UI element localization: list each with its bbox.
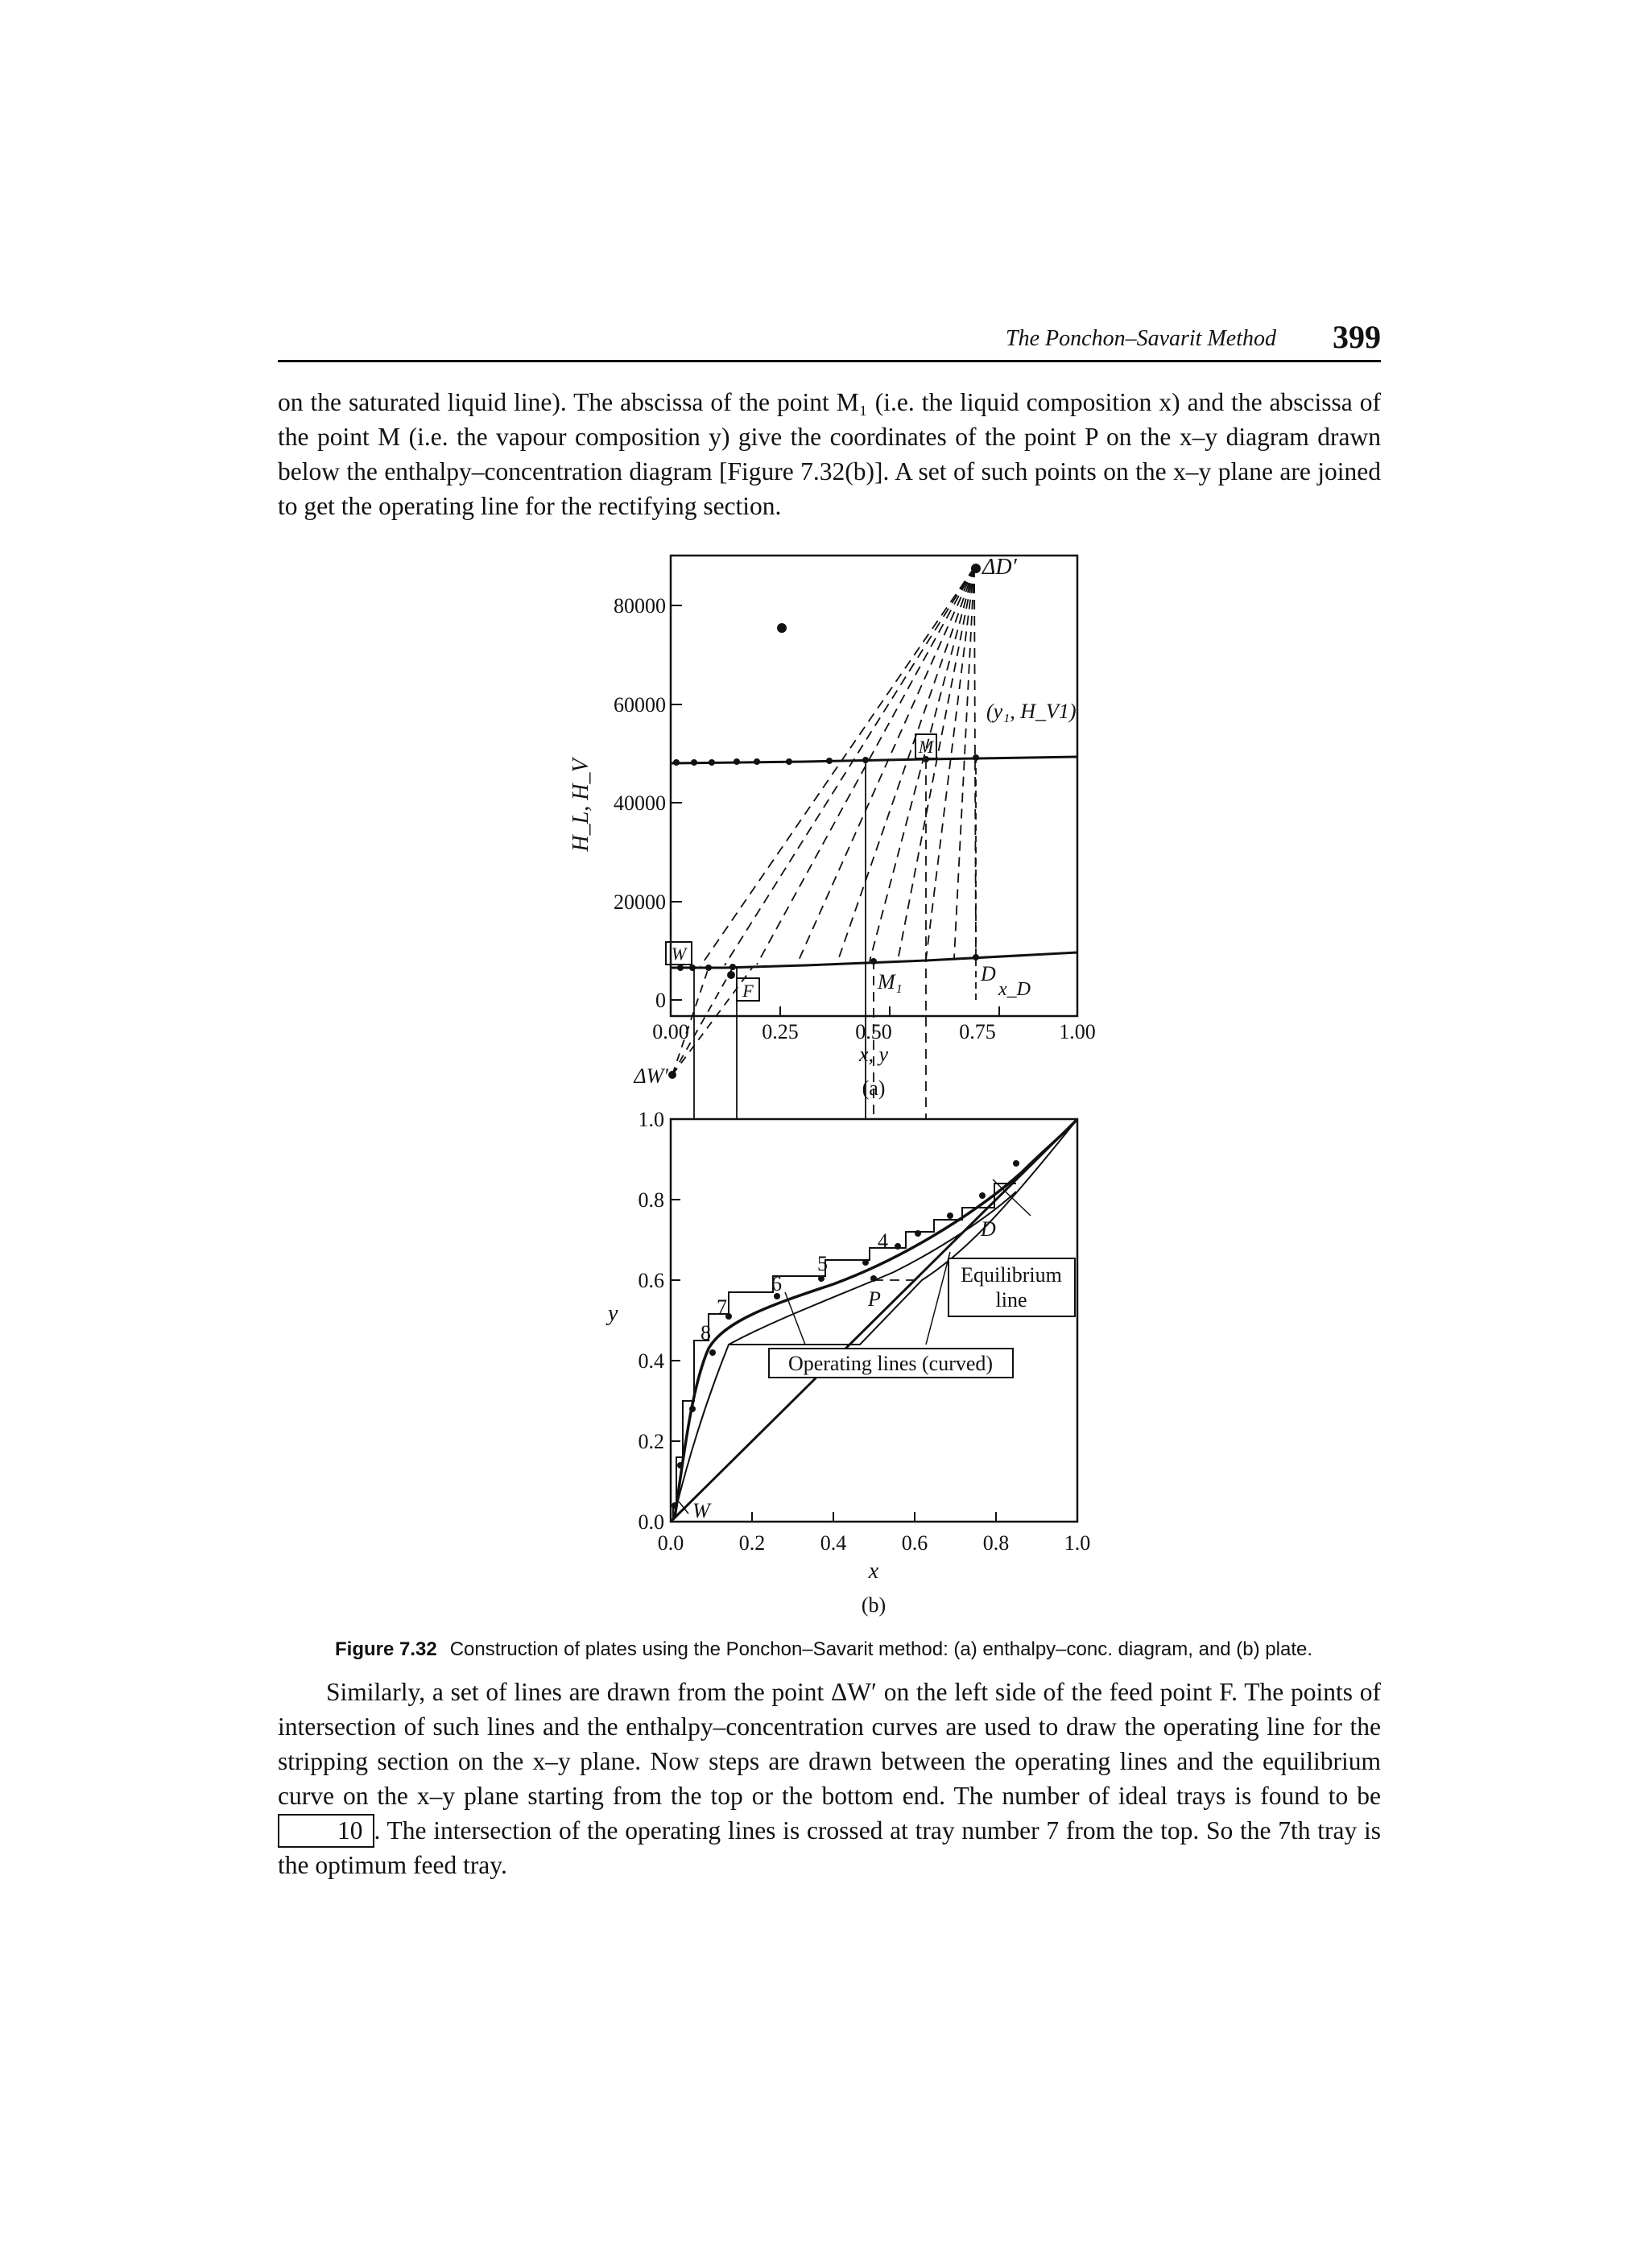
a-xtick-075: 0.75 <box>959 1020 996 1043</box>
label-d-b: D <box>981 1217 996 1241</box>
paragraph-2 <box>278 1675 1381 1882</box>
b-ytick-08: 0.8 <box>638 1188 664 1212</box>
a-xlabel: x, y <box>858 1043 889 1066</box>
b-ytick-04: 0.4 <box>638 1349 664 1373</box>
a-panel-label: (a) <box>862 1076 886 1100</box>
a-ytick-80000: 80000 <box>614 594 666 618</box>
figure-label: Figure 7.32 <box>335 1638 437 1660</box>
label-m1: M₁ <box>878 970 903 994</box>
a-ytick-40000: 40000 <box>614 791 666 815</box>
figure-caption <box>335 1638 1382 1661</box>
a-xtick-025: 0.25 <box>762 1020 799 1043</box>
paragraph-2-part-b: . The intersection of the operating lines is crossed at tray number 7 from the top. So the 7th tray is the optimum feed tray. <box>278 1816 1381 1879</box>
b-ytick-06: 0.6 <box>638 1269 664 1292</box>
stage-8: 8 <box>701 1321 711 1345</box>
b-xlabel: x <box>868 1559 879 1584</box>
b-xtick-08: 0.8 <box>982 1531 1010 1555</box>
a-xtick-0: 0.00 <box>652 1020 689 1043</box>
label-p: P <box>868 1287 881 1311</box>
panel-b <box>671 1119 1077 1522</box>
b-xtick-10: 1.0 <box>1064 1531 1091 1555</box>
a-ytick-0: 0 <box>655 989 666 1012</box>
b-ylabel: y <box>608 1301 618 1326</box>
b-panel-label: (b) <box>861 1593 886 1617</box>
diagonal-line <box>671 1119 1077 1522</box>
label-w-a: W <box>671 944 687 964</box>
b-xtick-06: 0.6 <box>901 1531 928 1555</box>
a-ytick-60000: 60000 <box>614 693 666 717</box>
a-xtick-050: 0.50 <box>855 1020 892 1043</box>
operating-lines-label: Operating lines (curved) <box>787 1352 994 1375</box>
running-title: The Ponchon–Savarit Method <box>1006 326 1276 351</box>
label-y1-hv1: (y₁, H_V1) <box>986 700 1077 723</box>
label-m: M <box>918 737 934 757</box>
b-xtick-04: 0.4 <box>820 1531 847 1555</box>
label-w-b: W <box>692 1499 710 1522</box>
a-ylabel: H_L, H_V <box>568 758 593 852</box>
rectifying-tie-lines <box>701 568 976 966</box>
equilibrium-label-1: Equilibrium <box>961 1263 1062 1287</box>
tray-count-box: 10 <box>278 1814 374 1848</box>
label-delta-w: ΔW′ <box>634 1064 668 1088</box>
b-ytick-00: 0.0 <box>638 1510 664 1534</box>
a-ytick-20000: 20000 <box>614 890 666 914</box>
b-xtick-00: 0.0 <box>657 1531 684 1555</box>
stage-4: 4 <box>878 1229 888 1253</box>
equilibrium-label-2: line <box>995 1288 1027 1312</box>
paragraph-2-part-a: Similarly, a set of lines are drawn from the point ΔW′ on the left side of the feed point F. The points of intersection of such lines and the enthalpy–concentration curves are used to draw the operating line for the stripping section on the x–y plane. Now steps are drawn between the operating lines and the equilibrium curve on the x–y plane starting from the top or the bottom end. The number of ideal trays is found to be <box>278 1678 1381 1810</box>
stage-7: 7 <box>717 1295 727 1319</box>
label-f: F <box>742 981 754 1001</box>
paragraph-1: on the saturated liquid line). The abscissa of the point M₁ (i.e. the liquid composition x) and the abscissa of the point M (i.e. the vapour composition y) give the coordinates of the point P on the x–y diagram drawn below the enthalpy–concentration diagram [Figure 7.32(b)]. A set of such points on the x–y plane are joined to get the operating line for the rectifying section. <box>278 388 1381 520</box>
b-ytick-10: 1.0 <box>638 1108 664 1131</box>
label-xd: x_D <box>998 979 1031 1000</box>
b-ytick-02: 0.2 <box>638 1430 664 1453</box>
saturated-vapour-curve <box>671 757 1077 763</box>
panel-b-points <box>672 1160 1019 1509</box>
figure-caption-text: Construction of plates using the Ponchon–Savarit method: (a) enthalpy–conc. diagram, and (b) plate. <box>449 1638 1313 1660</box>
stage-6: 6 <box>771 1272 782 1295</box>
b-xtick-02: 0.2 <box>738 1531 766 1555</box>
a-xtick-100: 1.00 <box>1059 1020 1096 1043</box>
page-number: 399 <box>1333 319 1381 355</box>
label-delta-d: ΔD′ <box>982 555 1017 580</box>
stage-5: 5 <box>817 1252 828 1275</box>
label-d-a: D <box>981 962 996 985</box>
projection-lines <box>694 757 976 1119</box>
